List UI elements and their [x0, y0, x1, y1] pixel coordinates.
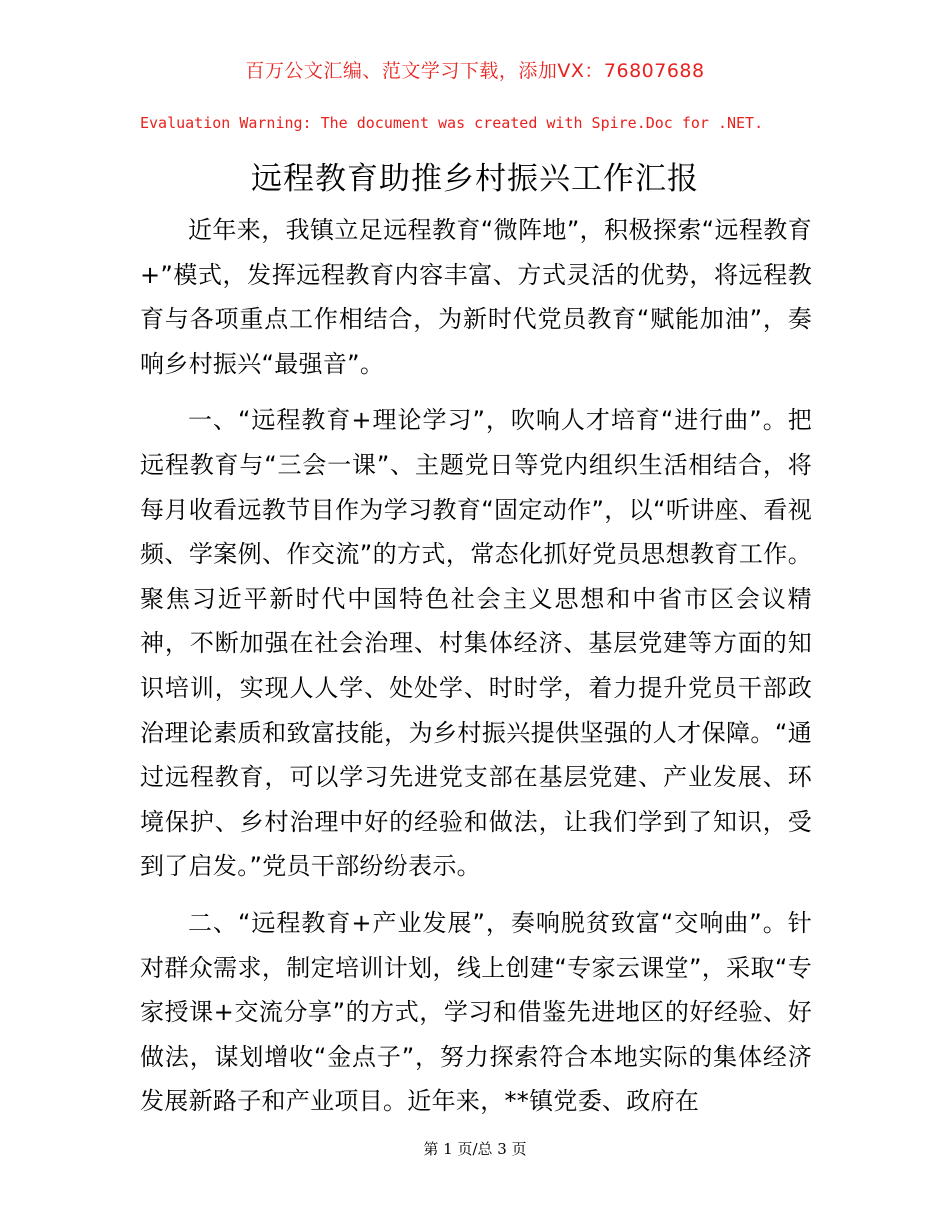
- page-number-footer: 第 1 页/总 3 页: [423, 1140, 527, 1158]
- evaluation-warning: Evaluation Warning: The document was created with Spire.Doc for .NET.: [140, 114, 764, 132]
- document-title: 远程教育助推乡村振兴工作汇报: [251, 161, 699, 197]
- document-body: [140, 208, 812, 1136]
- paragraph-intro: 近年来，我镇立足远程教育“微阵地”，积极探索“远程教育+”模式，发挥远程教育内容丰富、方式灵活的优势，将远程教育与各项重点工作相结合，为新时代党员教育“赋能加油”，奏响乡村振兴“最强音”。: [140, 216, 812, 378]
- header-banner: 百万公文汇编、范文学习下载，添加VX：76807688: [245, 60, 705, 82]
- paragraph-section-1: 一、“远程教育+理论学习”，吹响人才培育“进行曲”。把远程教育与“三会一课”、主题党日等党内组织生活相结合，将每月收看远教节目作为学习教育“固定动作”，以“听讲座、看视频、学案例、作交流”的方式，常态化抓好党员思想教育工作。聚焦习近平新时代中国特色社会主义思想和中省市区会议精神，不断加强在社会治理、村集体经济、基层党建等方面的知识培训，实现人人学、处处学、时时学，着力提升党员干部政治理论素质和致富技能，为乡村振兴提供坚强的人才保障。“通过远程教育，可以学习先进党支部在基层党建、产业发展、环境保护、乡村治理中好的经验和做法，让我们学到了知识，受到了启发。”党员干部纷纷表示。: [140, 406, 812, 881]
- paragraph-section-2: 二、“远程教育+产业发展”，奏响脱贫致富“交响曲”。针对群众需求，制定培训计划，线上创建“专家云课堂”，采取“专家授课+交流分享”的方式，学习和借鉴先进地区的好经验、好做法，谋划增收“金点子”，努力探索符合本地实际的集体经济发展新路子和产业项目。近年来，**镇党委、政府在: [140, 908, 812, 1116]
